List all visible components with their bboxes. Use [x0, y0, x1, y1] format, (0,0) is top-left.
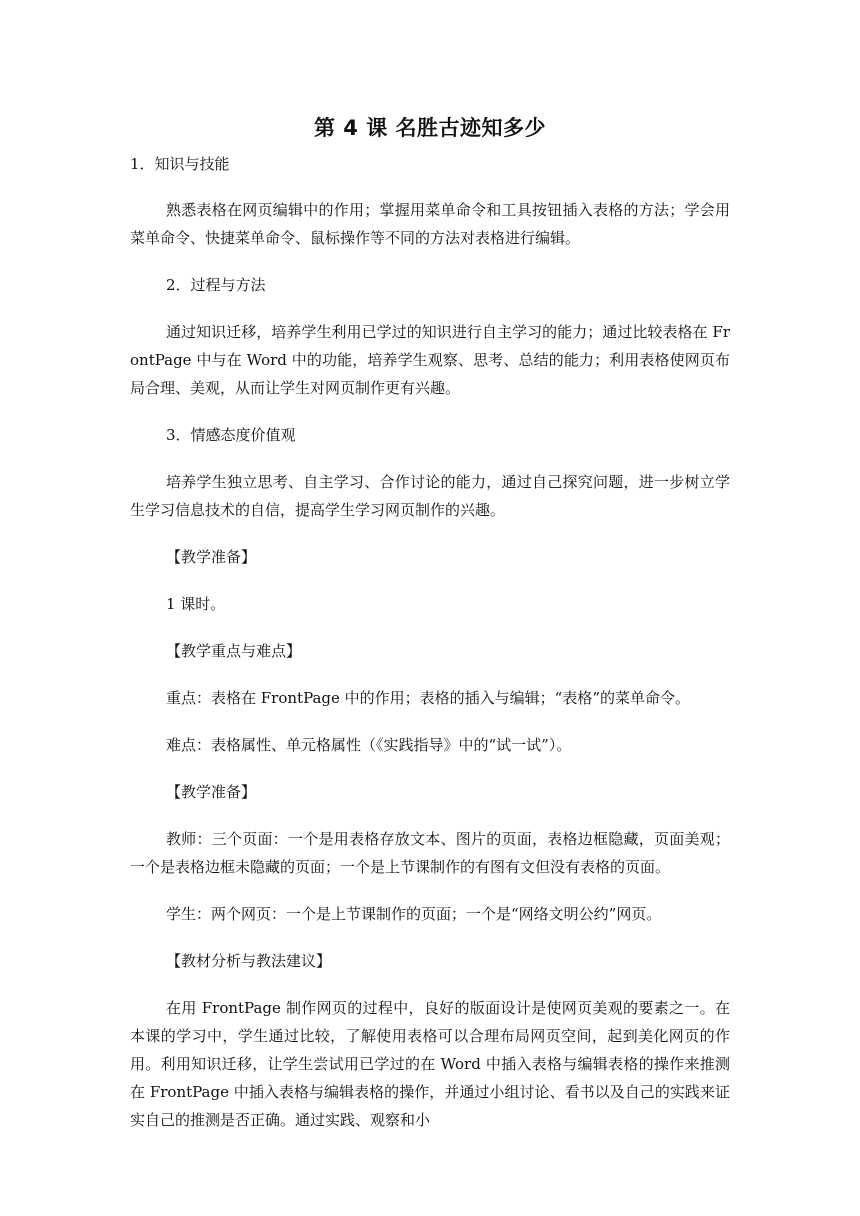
section-heading-material-analysis: 【教材分析与教法建议】 — [166, 952, 332, 970]
lesson-title: 第 4 课 名胜古迹知多少 — [313, 116, 547, 140]
section-heading-values: 3．情感态度价值观 — [166, 426, 296, 444]
paragraph-values: 培养学生独立思考、自主学习、合作讨论的能力，通过自己探究问题，进一步树立学生学习信息技术的自信，提高学生学习网页制作的兴趣。 — [130, 473, 730, 519]
paragraph-process-method: 通过知识迁移，培养学生利用已学过的知识进行自主学习的能力；通过比较表格在 FrontPage 中与在 Word 中的功能，培养学生观察、思考、总结的能力；利用表格使网页布局合理、美观，从而让学生对网页制作更有兴趣。 — [130, 323, 730, 397]
paragraph-class-hours: 1 课时。 — [166, 595, 226, 613]
paragraph-key-points: 重点：表格在 FrontPage 中的作用；表格的插入与编辑；“表格”的菜单命令。 — [166, 689, 691, 707]
paragraph-teacher-preparation: 教师：三个页面：一个是用表格存放文本、图片的页面，表格边框隐藏，页面美观；一个是表格边框未隐藏的页面；一个是上节课制作的有图有文但没有表格的页面。 — [130, 830, 730, 876]
section-heading-process-method: 2．过程与方法 — [166, 276, 266, 294]
section-heading-teaching-preparation: 【教学准备】 — [166, 548, 257, 566]
section-heading-key-difficult-points: 【教学重点与难点】 — [166, 642, 302, 660]
paragraph-student-preparation: 学生：两个网页：一个是上节课制作的页面；一个是“网络文明公约”网页。 — [166, 905, 662, 923]
section-heading-teaching-preparation-2: 【教学准备】 — [166, 783, 257, 801]
paragraph-knowledge-skills: 熟悉表格在网页编辑中的作用；掌握用菜单命令和工具按钮插入表格的方法；学会用菜单命令、快捷菜单命令、鼠标操作等不同的方法对表格进行编辑。 — [130, 201, 730, 247]
document-content — [130, 110, 730, 1153]
section-heading-knowledge-skills: 1．知识与技能 — [130, 155, 230, 173]
paragraph-difficult-points: 难点：表格属性、单元格属性（《实践指导》中的“试一试”）。 — [166, 736, 572, 754]
paragraph-material-analysis: 在用 FrontPage 制作网页的过程中，良好的版面设计是使网页美观的要素之一。在本课的学习中，学生通过比较，了解使用表格可以合理布局网页空间，起到美化网页的作用。利用知识迁移，让学生尝试用已学过的在 Word 中插入表格与编辑表格的操作来推测在 FrontPage 中插入表格与编辑表格的操作，并通过小组讨论、看书以及自己的实践来证实自己的推测是否正确。通过实践、观察和小 — [130, 999, 730, 1129]
